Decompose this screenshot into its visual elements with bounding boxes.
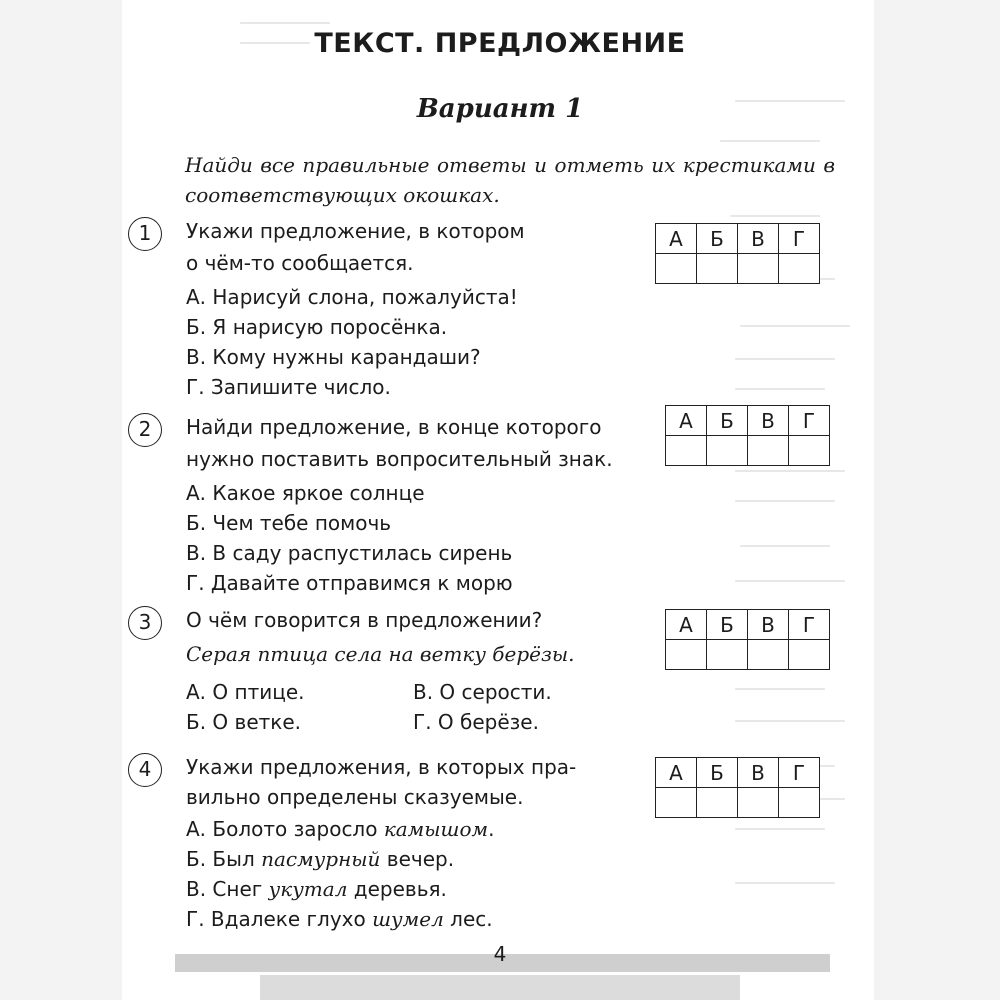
answer-checkbox-d[interactable] [779,788,820,818]
task-number-badge: 2 [128,413,162,447]
predicate-word: укутал [268,877,348,901]
answer-grid-3 [665,609,830,670]
answer-checkbox-d[interactable] [779,254,820,284]
answer-checkbox-b[interactable] [697,254,738,284]
answer-grid-1 [655,223,820,284]
answer-letter: В [748,406,789,436]
page-number: 4 [493,942,507,966]
answer-letter: В [748,610,789,640]
footer-bar-shadow [260,975,740,1000]
answer-checkbox-c[interactable] [748,640,789,670]
answer-letter: Б [697,224,738,254]
page-title: ТЕКСТ. ПРЕДЛОЖЕНИЕ [314,28,686,59]
answer-letter: Г [789,406,830,436]
answer-checkbox-a[interactable] [666,640,707,670]
answer-checkbox-b[interactable] [697,788,738,818]
answer-checkbox-c[interactable] [738,254,779,284]
answer-checkbox-c[interactable] [748,436,789,466]
answer-letter: В [738,758,779,788]
predicate-word: камышом [383,817,489,841]
answer-checkbox-a[interactable] [666,436,707,466]
task-option-b: Б. Чем тебе помочь [186,511,392,535]
task-option-d: Г. Запишите число. [186,375,391,399]
task-question: О чём говорится в предложении? [186,608,543,632]
task-number-badge: 3 [128,606,162,640]
answer-checkbox-a[interactable] [656,254,697,284]
predicate-word: пасмурный [261,847,381,871]
task-option-a: А. Какое яркое солнце [186,481,425,505]
task-option-b: Б. Был пасмурный вечер. [186,847,455,871]
task-option-a: А. О птице. [186,680,305,704]
task-option-a: А. Нарисуй слона, пожалуйста! [186,285,518,309]
variant-heading: Вариант 1 [416,94,584,124]
task-number-badge: 1 [128,217,162,251]
predicate-word: шумел [372,907,444,931]
answer-letter: А [656,224,697,254]
task-option-c: В. Снег укутал деревья. [186,877,447,901]
task-option-d: Г. Давайте отправимся к морю [186,571,513,595]
instruction-text: Найди все правильные ответы и отметь их крестиками в соответствующих окошках. [185,153,835,207]
task-question: вильно определены сказуемые. [186,785,524,809]
answer-letter: Б [707,610,748,640]
task-sentence: Серая птица села на ветку берёзы. [186,642,575,666]
task-question: Укажи предложение, в котором [186,219,525,243]
answer-letter: Г [779,224,820,254]
task-option-d: Г. Вдалеке глухо шумел лес. [186,907,493,931]
task-question: Укажи предложения, в которых пра- [186,755,577,779]
task-option-d: Г. О берёзе. [413,710,539,734]
answer-checkbox-d[interactable] [789,640,830,670]
task-question: нужно поставить вопросительный знак. [186,447,613,471]
answer-grid-2 [665,405,830,466]
answer-letter: Б [707,406,748,436]
task-option-c: В. В саду распустилась сирень [186,541,513,565]
answer-checkbox-c[interactable] [738,788,779,818]
answer-letter: Б [697,758,738,788]
answer-letter: А [666,406,707,436]
task-option-b: Б. Я нарисую поросёнка. [186,315,448,339]
task-question: о чём-то сообщается. [186,251,414,275]
answer-grid-4 [655,757,820,818]
task-number-badge: 4 [128,753,162,787]
task-question: Найди предложение, в конце которого [186,415,602,439]
answer-checkbox-a[interactable] [656,788,697,818]
task-option-c: В. Кому нужны карандаши? [186,345,481,369]
answer-letter: Г [779,758,820,788]
task-option-a: А. Болото заросло камышом. [186,817,495,841]
answer-letter: А [666,610,707,640]
answer-letter: Г [789,610,830,640]
answer-letter: А [656,758,697,788]
task-option-b: Б. О ветке. [186,710,302,734]
answer-letter: В [738,224,779,254]
answer-checkbox-b[interactable] [707,640,748,670]
answer-checkbox-b[interactable] [707,436,748,466]
answer-checkbox-d[interactable] [789,436,830,466]
task-option-c: В. О серости. [413,680,552,704]
